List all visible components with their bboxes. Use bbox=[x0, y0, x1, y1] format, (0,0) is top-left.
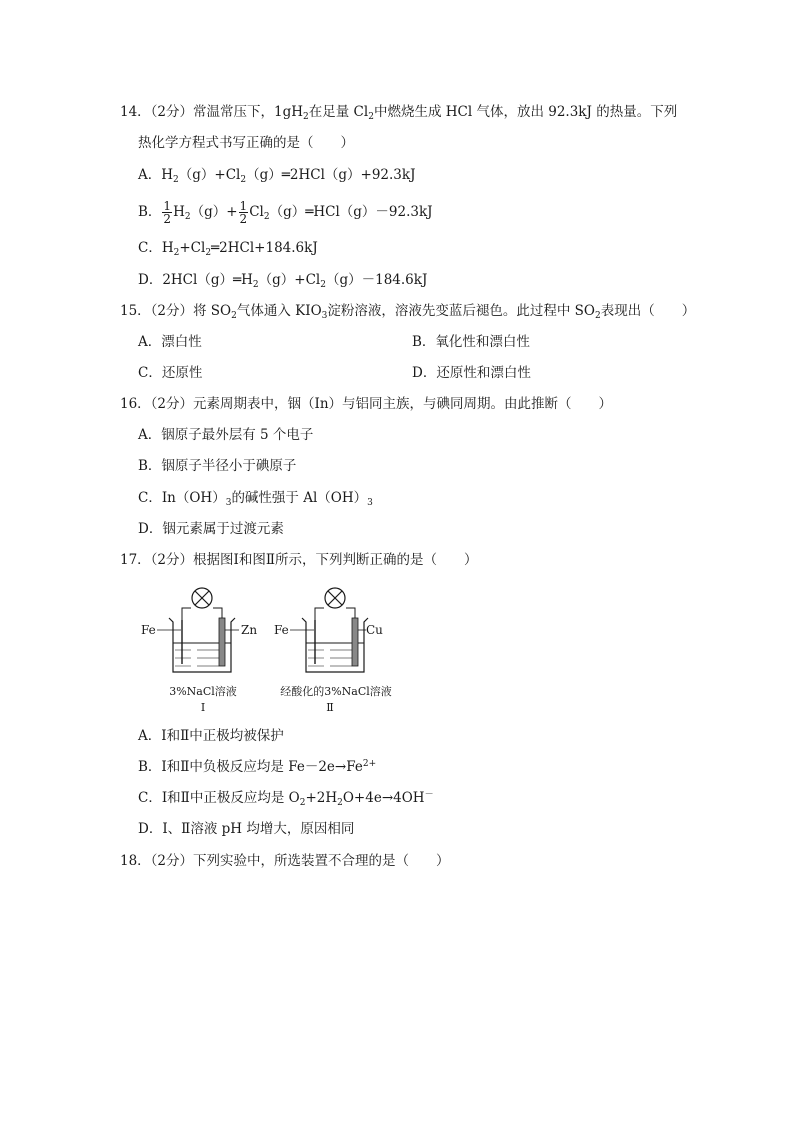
q17-option-a: A．Ⅰ和Ⅱ中正极均被保护 bbox=[138, 728, 284, 744]
figure-i-label: Ⅰ bbox=[200, 701, 206, 714]
fraction-half: $\frac{1}{2}$ bbox=[163, 199, 172, 226]
q14-option-c: C．$H_2+Cl_2═2HCl+184.6kJ$ bbox=[138, 240, 318, 258]
q16-option-b: B．铟原子半径小于碘原子 bbox=[138, 458, 297, 474]
q16-stem: 16．（2分）元素周期表中，铟（In）与铝同主族，与碘同周期。由此推断（ ） bbox=[120, 396, 613, 412]
lamp-icon bbox=[325, 588, 345, 608]
q17-option-c: C．Ⅰ和Ⅱ中正极反应均是 $O_2+2H_2O+4e\to 4OH^-$ bbox=[138, 790, 434, 808]
q17-option-b: B．Ⅰ和Ⅱ中负极反应均是 $Fe-2e\to Fe^{2+}$ bbox=[138, 759, 377, 775]
q14-option-a: A．$H_2(g)+Cl_2(g)═2HCl(g)+92.3kJ$ bbox=[138, 167, 416, 185]
q17-option-d: D．Ⅰ、Ⅱ溶液 pH 均增大，原因相同 bbox=[138, 821, 355, 837]
q14-option-b: B． $\frac{1}{2}$ $H_2(g)+$ $\frac{1}{2}$ $Cl_2(g)═HCl(g)-92.3kJ$ bbox=[138, 199, 433, 226]
figure-ii-caption: 经酸化的3%NaCl溶液 bbox=[280, 685, 392, 698]
figure-ii-left-electrode-label: Fe bbox=[274, 623, 289, 637]
figure-ii-electrochemical-cell bbox=[268, 578, 413, 718]
q18-stem: 18．（2分）下列实验中，所选装置不合理的是（ ） bbox=[120, 853, 450, 869]
figure-i-left-electrode-label: Fe bbox=[141, 623, 156, 637]
q14-stem-line1: 14．（2分）常温常压下，$1gH_2$在足量 $Cl_2$中燃烧生成 HCl 气体，放出 92.3kJ 的热量。下列 bbox=[120, 104, 678, 122]
fraction-half: $\frac{1}{2}$ bbox=[239, 199, 248, 226]
q15-option-c: C．还原性 bbox=[138, 365, 203, 381]
figure-i-right-electrode-label: Zn bbox=[241, 623, 258, 637]
q14-stem-line2: 热化学方程式书写正确的是（ ） bbox=[138, 135, 354, 151]
q15-option-d: D．还原性和漂白性 bbox=[412, 365, 531, 381]
q14-option-d: D．$2HCl(g)═H_2(g)+Cl_2(g)-184.6kJ$ bbox=[138, 272, 428, 290]
figure-ii-right-electrode-label: Cu bbox=[366, 623, 383, 637]
figure-ii-label: Ⅱ bbox=[326, 701, 334, 714]
q15-option-b: B．氧化性和漂白性 bbox=[412, 334, 530, 350]
q15-option-a: A．漂白性 bbox=[138, 334, 202, 350]
q17-stem: 17．（2分）根据图Ⅰ和图Ⅱ所示，下列判断正确的是（ ） bbox=[120, 552, 478, 568]
q16-option-d: D．铟元素属于过渡元素 bbox=[138, 521, 284, 537]
figure-i-electrochemical-cell bbox=[135, 578, 275, 718]
q15-stem: 15．（2分）将 $SO_2$气体通入 $KIO_3$淀粉溶液，溶液先变蓝后褪色。此过程中 $SO_2$表现出（ ） bbox=[120, 303, 696, 321]
q16-option-c: C．$In(OH)_3$的碱性强于 $Al(OH)_3$ bbox=[138, 490, 373, 508]
q16-option-a: A．铟原子最外层有 5 个电子 bbox=[138, 427, 314, 443]
figure-i-caption: 3%NaCl溶液 bbox=[169, 685, 237, 698]
lamp-icon bbox=[192, 588, 212, 608]
